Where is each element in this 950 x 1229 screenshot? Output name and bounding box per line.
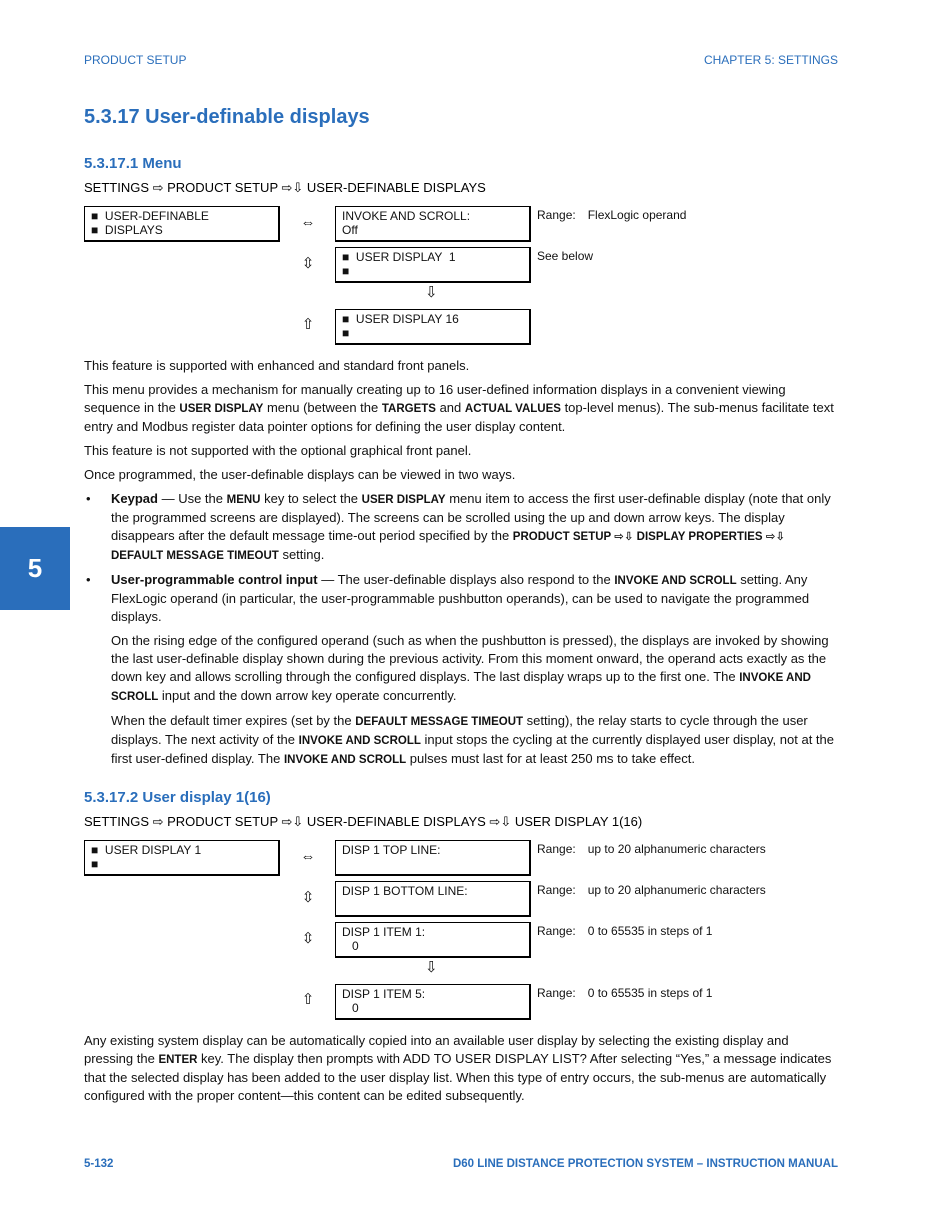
bullet-keypad: • Keypad — Use the MENU key to select the USER DISPLAY menu item to access the first user-definable display (note that only the programmed screens are displayed). The screens can be scrolled using the up and down arrow keys. The display disappears after the default message time-out period specified by the PRODUCT SETUP ⇨⇩ DISPLAY PROPERTIES ⇨⇩ DEFAULT MESSAGE TIMEOUT setting. bbox=[86, 491, 831, 562]
bullet-control-input: • User-programmable control input — The user-definable displays also respond to the INVOKE AND SCROLL setting. Any FlexLogic operand (in particular, the user-programmable pushbutton operands), can be used to navigate the programmed displays. bbox=[86, 572, 810, 624]
subsection-menu-title: 5.3.17.1 Menu bbox=[84, 155, 182, 172]
range-top-line: Range: up to 20 alphanumeric characters bbox=[537, 842, 766, 856]
paragraph: When the default timer expires (set by the DEFAULT MESSAGE TIMEOUT setting), the relay starts to cycle through the user displays. The next activity of the INVOKE AND SCROLL input stops the cycling at the currently displayed user display, not at the first user-defined display. The INVOKE AND SCROLL pulses must last for at least 250 ms to take effect. bbox=[111, 713, 834, 766]
setting-box-item-1: DISP 1 ITEM 1: 0 bbox=[335, 922, 531, 958]
range-bottom-line: Range: up to 20 alphanumeric characters bbox=[537, 883, 766, 897]
setting-box-user-display-16: ■ USER DISPLAY 16 ■ bbox=[335, 309, 531, 345]
page-content bbox=[84, 105, 840, 1105]
range-invoke-scroll: Range: FlexLogic operand bbox=[537, 208, 687, 222]
setting-box-invoke-scroll: INVOKE AND SCROLL: Off bbox=[335, 206, 531, 242]
paragraph: On the rising edge of the configured operand (such as when the pushbutton is pressed), the displays are invoked by showing the last user-definable display shown during the previous activity. From this moment onward, the operand acts exactly as the down key and allows scrolling through the configured displays. The last display wraps up to the first one. The INVOKE AND SCROLL input and the down arrow key operate concurrently. bbox=[111, 633, 829, 703]
menu-diagram bbox=[84, 206, 840, 346]
page-number: 5-132 bbox=[84, 1158, 114, 1170]
subsection-user-display-title: 5.3.17.2 User display 1(16) bbox=[84, 789, 271, 806]
section-title: 5.3.17 User-definable displays bbox=[84, 106, 370, 128]
up-arrow-icon: ⇧ bbox=[301, 991, 315, 1008]
down-arrow-icon: ⇩ bbox=[425, 959, 438, 976]
up-down-arrow-icon: ⇳ bbox=[301, 930, 315, 947]
paragraph: This feature is not supported with the optional graphical front panel. bbox=[84, 443, 472, 458]
up-arrow-icon: ⇧ bbox=[301, 316, 315, 333]
setting-box-item-5: DISP 1 ITEM 5: 0 bbox=[335, 984, 531, 1020]
paragraph: This feature is supported with enhanced and standard front panels. bbox=[84, 358, 470, 373]
menu-path: SETTINGS ⇨ PRODUCT SETUP ⇨⇩ USER-DEFINABLE DISPLAYS ⇨⇩ USER DISPLAY 1(16) bbox=[84, 814, 643, 829]
down-arrow-icon: ⇩ bbox=[425, 284, 438, 301]
bullet: • bbox=[86, 491, 91, 506]
chapter-tab: 5 bbox=[0, 527, 70, 610]
range-item-1: Range: 0 to 65535 in steps of 1 bbox=[537, 924, 713, 938]
footer-manual-title: D60 LINE DISTANCE PROTECTION SYSTEM – INSTRUCTION MANUAL bbox=[452, 1158, 838, 1170]
menu-box-user-definable-displays: ■ USER-DEFINABLE ■ DISPLAYS bbox=[84, 206, 280, 242]
header-chapter: CHAPTER 5: SETTINGS bbox=[703, 53, 838, 67]
up-down-arrow-icon: ⇳ bbox=[301, 889, 315, 906]
setting-box-user-display-1: ■ USER DISPLAY 1 ■ bbox=[335, 247, 531, 283]
paragraph: Any existing system display can be automatically copied into an available user display by selecting the existing display and pressing the ENTER key. The display then prompts with ADD TO USER DISPLAY LIST? After selecting “Yes,” a message indicates that the selected display has been added to the user display list. When this type of entry occurs, the sub-menus are automatically configured with the proper content—this content can be edited subsequently. bbox=[84, 1033, 832, 1103]
bullet: • bbox=[86, 572, 91, 587]
bidirectional-arrow-icon: ⇔ bbox=[300, 848, 316, 865]
note-see-below: See below bbox=[537, 249, 594, 263]
user-display-diagram bbox=[84, 840, 840, 1020]
up-down-arrow-icon: ⇳ bbox=[301, 255, 315, 272]
range-item-5: Range: 0 to 65535 in steps of 1 bbox=[537, 986, 713, 1000]
setting-box-bottom-line: DISP 1 BOTTOM LINE: bbox=[335, 881, 531, 917]
paragraph: This menu provides a mechanism for manually creating up to 16 user-defined information displays in a convenient viewing sequence in the USER DISPLAY menu (between the TARGETS and ACTUAL VALUES top-level menus). The sub-menus facilitate text entry and Modbus register data pointer options for defining the user display content. bbox=[84, 382, 834, 434]
paragraph: Once programmed, the user-definable displays can be viewed in two ways. bbox=[84, 467, 516, 482]
header-section: PRODUCT SETUP bbox=[84, 53, 187, 67]
setting-box-top-line: DISP 1 TOP LINE: bbox=[335, 840, 531, 876]
bidirectional-arrow-icon: ⇔ bbox=[300, 214, 316, 231]
menu-path: SETTINGS ⇨ PRODUCT SETUP ⇨⇩ USER-DEFINABLE DISPLAYS bbox=[84, 180, 486, 195]
menu-box-user-display-1: ■ USER DISPLAY 1 ■ bbox=[84, 840, 280, 876]
